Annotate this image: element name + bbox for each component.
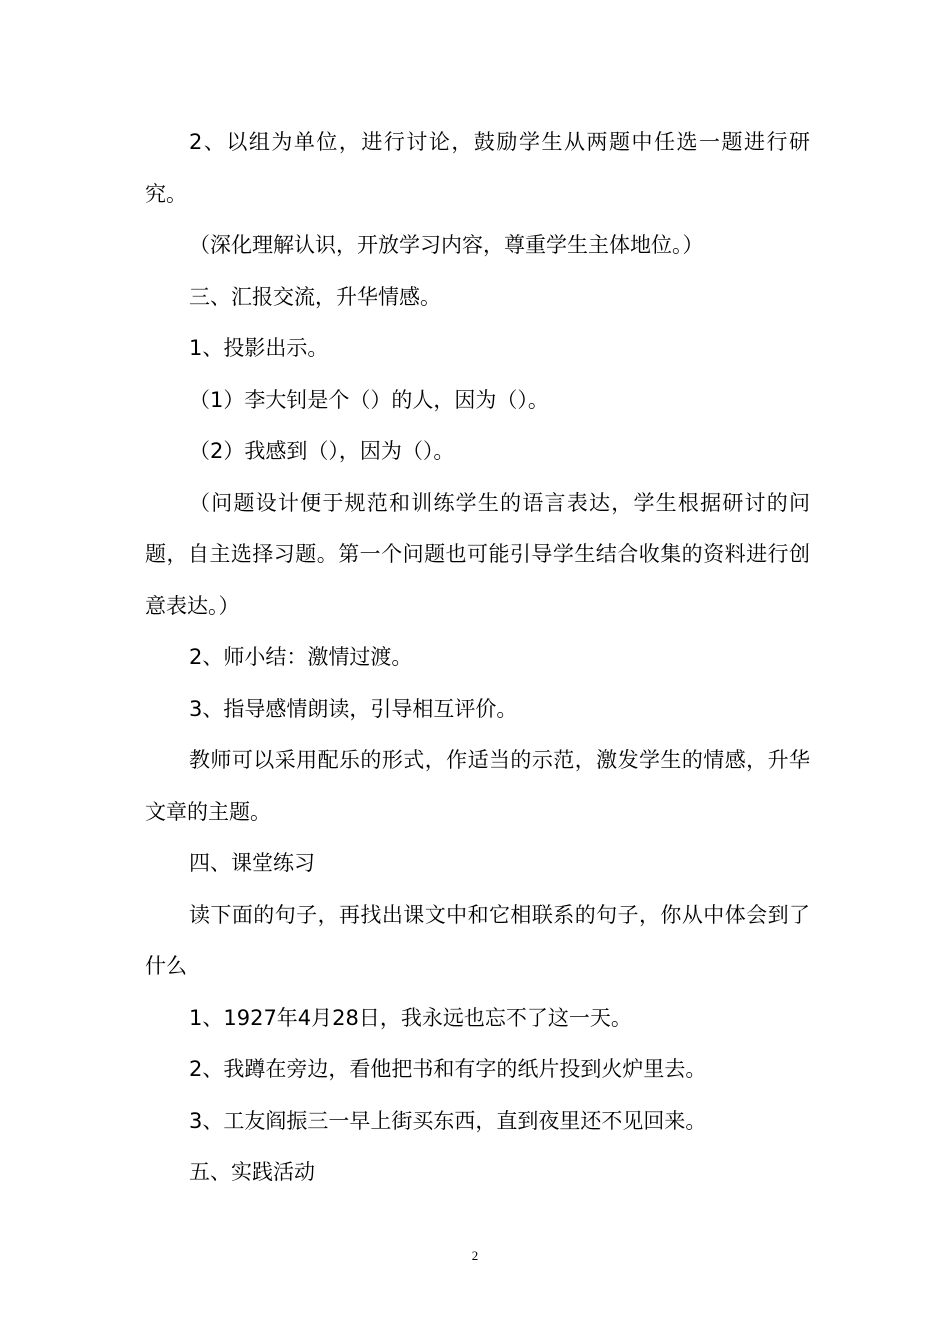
- document-body: [145, 117, 810, 1199]
- paragraph-question-design-note: （问题设计便于规范和训练学生的语言表达，学生根据研讨的问题，自主选择习题。第一个问题也可能引导学生结合收集的资料进行创意表达。）: [145, 490, 810, 618]
- paragraph-discussion-instruction: 2、以组为单位，进行讨论，鼓励学生从两题中任选一题进行研究。: [145, 130, 810, 206]
- section-heading-practice-activity: 五、实践活动: [189, 1160, 315, 1184]
- section-heading-report-exchange: 三、汇报交流，升华情感。: [189, 284, 441, 309]
- paragraph-deepen-understanding-note: （深化理解认识，开放学习内容，尊重学生主体地位。）: [189, 233, 704, 257]
- practice-sentence-2: 2、我蹲在旁边，看他把书和有字的纸片投到火炉里去。: [189, 1057, 707, 1081]
- practice-sentence-3: 3、工友阎振三一早上街买东西，直到夜里还不见回来。: [189, 1108, 707, 1133]
- page-number: 2: [471, 1248, 479, 1263]
- paragraph-practice-instruction: 读下面的句子，再找出课文中和它相联系的句子，你从中体会到了什么: [145, 902, 810, 978]
- paragraph-fill-blank-2: （2）我感到（），因为（）。: [189, 439, 455, 463]
- paragraph-fill-blank-1: （1）李大钊是个（）的人，因为（）。: [189, 387, 549, 412]
- paragraph-guided-reading: 3、指导感情朗读，引导相互评价。: [189, 696, 518, 721]
- paragraph-projection: 1、投影出示。: [189, 336, 329, 360]
- practice-sentence-1: 1、1927年4月28日，我永远也忘不了这一天。: [189, 1005, 632, 1030]
- paragraph-teacher-summary: 2、师小结：激情过渡。: [189, 645, 413, 669]
- paragraph-teacher-demonstration: 教师可以采用配乐的形式，作适当的示范，激发学生的情感，升华文章的主题。: [145, 748, 810, 824]
- section-heading-classroom-practice: 四、课堂练习: [189, 851, 315, 875]
